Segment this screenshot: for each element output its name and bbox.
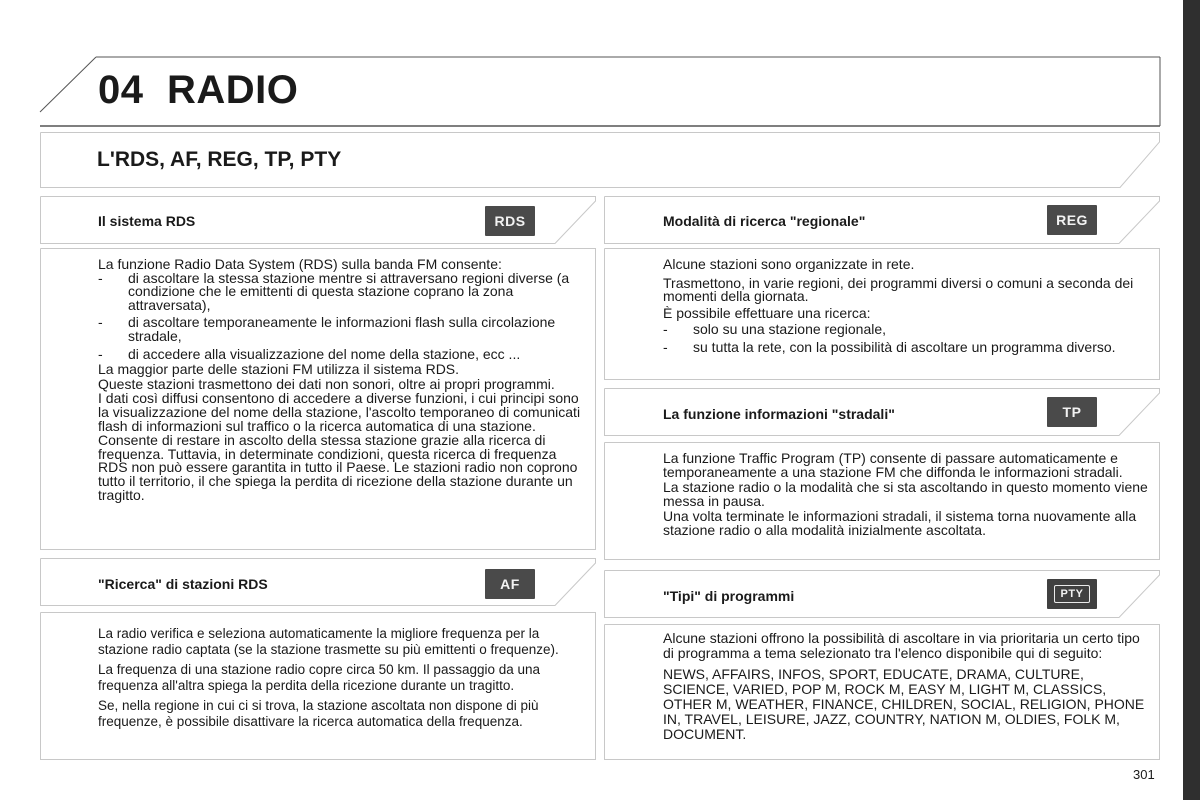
pty-genre-list: NEWS, AFFAIRS, INFOS, SPORT, EDUCATE, DRAMA, CULTURE, SCIENCE, VARIED, POP M, ROCK M, EASY M, LIGHT M, CLASSICS, OTHER M, WEATHER, FINANCE, CHILDREN, SOCIAL, RELIGION, PHONE IN, TRAVEL, LEISURE, JAZZ, COUNTRY, NATION M, OLDIES, FOLK M, DOCUMENT. xyxy=(663,666,1145,742)
reg-badge: REG xyxy=(1047,205,1097,235)
rds-item: - di accedere alla visualizzazione del nome della stazione, ecc ... xyxy=(98,348,583,362)
chapter-title: RADIO xyxy=(167,68,299,112)
tp-paragraph: La funzione Traffic Program (TP) consente di passare automaticamente e temporaneamente a una stazione FM che diffonda le informazioni stradali. xyxy=(663,450,1123,480)
rds-paragraph: La maggior parte delle stazioni FM utilizza il sistema RDS. xyxy=(98,361,460,378)
section-title: L'RDS, AF, REG, TP, PTY xyxy=(97,148,342,171)
af-paragraph: La radio verifica e seleziona automaticamente la migliore frequenza per la stazione radio captata (se la stazione trasmette su più emittenti o frequenze). xyxy=(98,626,559,657)
reg-heading: Modalità di ricerca "regionale" xyxy=(663,213,866,229)
tp-paragraph: La stazione radio o la modalità che si sta ascoltando in questo momento viene messa in pausa. xyxy=(663,479,1148,509)
tp-heading: La funzione informazioni "stradali" xyxy=(663,406,895,422)
reg-paragraph: È possibile effettuare una ricerca: xyxy=(663,304,871,321)
pty-paragraph: Alcune stazioni offrono la possibilità di ascoltare in via prioritaria un certo tipo di programma a tema selezionato tra l'elenco disponibile qui di seguito: xyxy=(663,630,1140,661)
reg-paragraph: Trasmettono, in varie regioni, dei programmi diversi o comuni a seconda dei momenti della giornata. xyxy=(663,274,1134,305)
af-paragraph: Se, nella regione in cui ci si trova, la stazione ascoltata non dispone di più frequenze, è possibile disattivare la ricerca automatica della frequenza. xyxy=(98,698,539,729)
af-heading: "Ricerca" di stazioni RDS xyxy=(98,576,268,592)
chapter-number: 04 xyxy=(98,68,144,112)
af-badge: AF xyxy=(485,569,535,599)
reg-text xyxy=(663,258,1148,355)
rds-intro: La funzione Radio Data System (RDS) sulla banda FM consente: xyxy=(98,256,502,272)
af-paragraph: La frequenza di una stazione radio copre circa 50 km. Il passaggio da una frequenza all'altra spiega la perdita della ricezione durante un tragitto. xyxy=(98,662,541,693)
pty-badge xyxy=(1047,579,1097,609)
af-text xyxy=(98,626,586,734)
reg-item: - su tutta la rete, con la possibilità di ascoltare un programma diverso. xyxy=(663,341,1148,355)
page-number: 301 xyxy=(1133,767,1155,782)
rds-heading: Il sistema RDS xyxy=(98,213,196,229)
rds-paragraph: Queste stazioni trasmettono dei dati non sonori, oltre ai propri programmi. xyxy=(98,375,555,392)
pty-badge-label: PTY xyxy=(1054,585,1091,603)
tp-text xyxy=(663,452,1151,538)
tp-paragraph: Una volta terminate le informazioni stradali, il sistema torna nuovamente alla stazione radio o alla modalità inizialmente ascoltata. xyxy=(663,508,1137,538)
rds-paragraph: Consente di restare in ascolto della stessa stazione grazie alla ricerca di frequenza. Tuttavia, in determinate condizioni, questa ricerca di frequenza RDS non può essere garantita in tutto il Paese. Le stazioni radio non coprono tutto il territorio, il che spiega la perdita di ricezione della stazione durante un tragitto. xyxy=(98,432,578,503)
rds-text xyxy=(98,258,583,502)
pty-text xyxy=(663,631,1151,742)
rds-item: - di ascoltare la stessa stazione mentre si attraversano regioni diverse (a condizione che le emittenti di questa stazione coprano la zona attraversata), xyxy=(98,272,583,313)
reg-paragraph: Alcune stazioni sono organizzate in rete. xyxy=(663,256,915,272)
reg-item: - solo su una stazione regionale, xyxy=(663,323,1148,337)
rds-paragraph: I dati così diffusi consentono di accedere a diverse funzioni, i cui principi sono la visualizzazione del nome della stazione, l'ascolto temporaneo di comunicati flash di informazioni sul traffico o la ricerca automatica di una stazione. xyxy=(98,390,581,434)
rds-item: - di ascoltare temporaneamente le informazioni flash sulla circolazione stradale, xyxy=(98,316,583,343)
chapter-header xyxy=(0,0,1200,130)
pty-heading: "Tipi" di programmi xyxy=(663,588,795,604)
tp-badge: TP xyxy=(1047,397,1097,427)
rds-badge: RDS xyxy=(485,206,535,236)
